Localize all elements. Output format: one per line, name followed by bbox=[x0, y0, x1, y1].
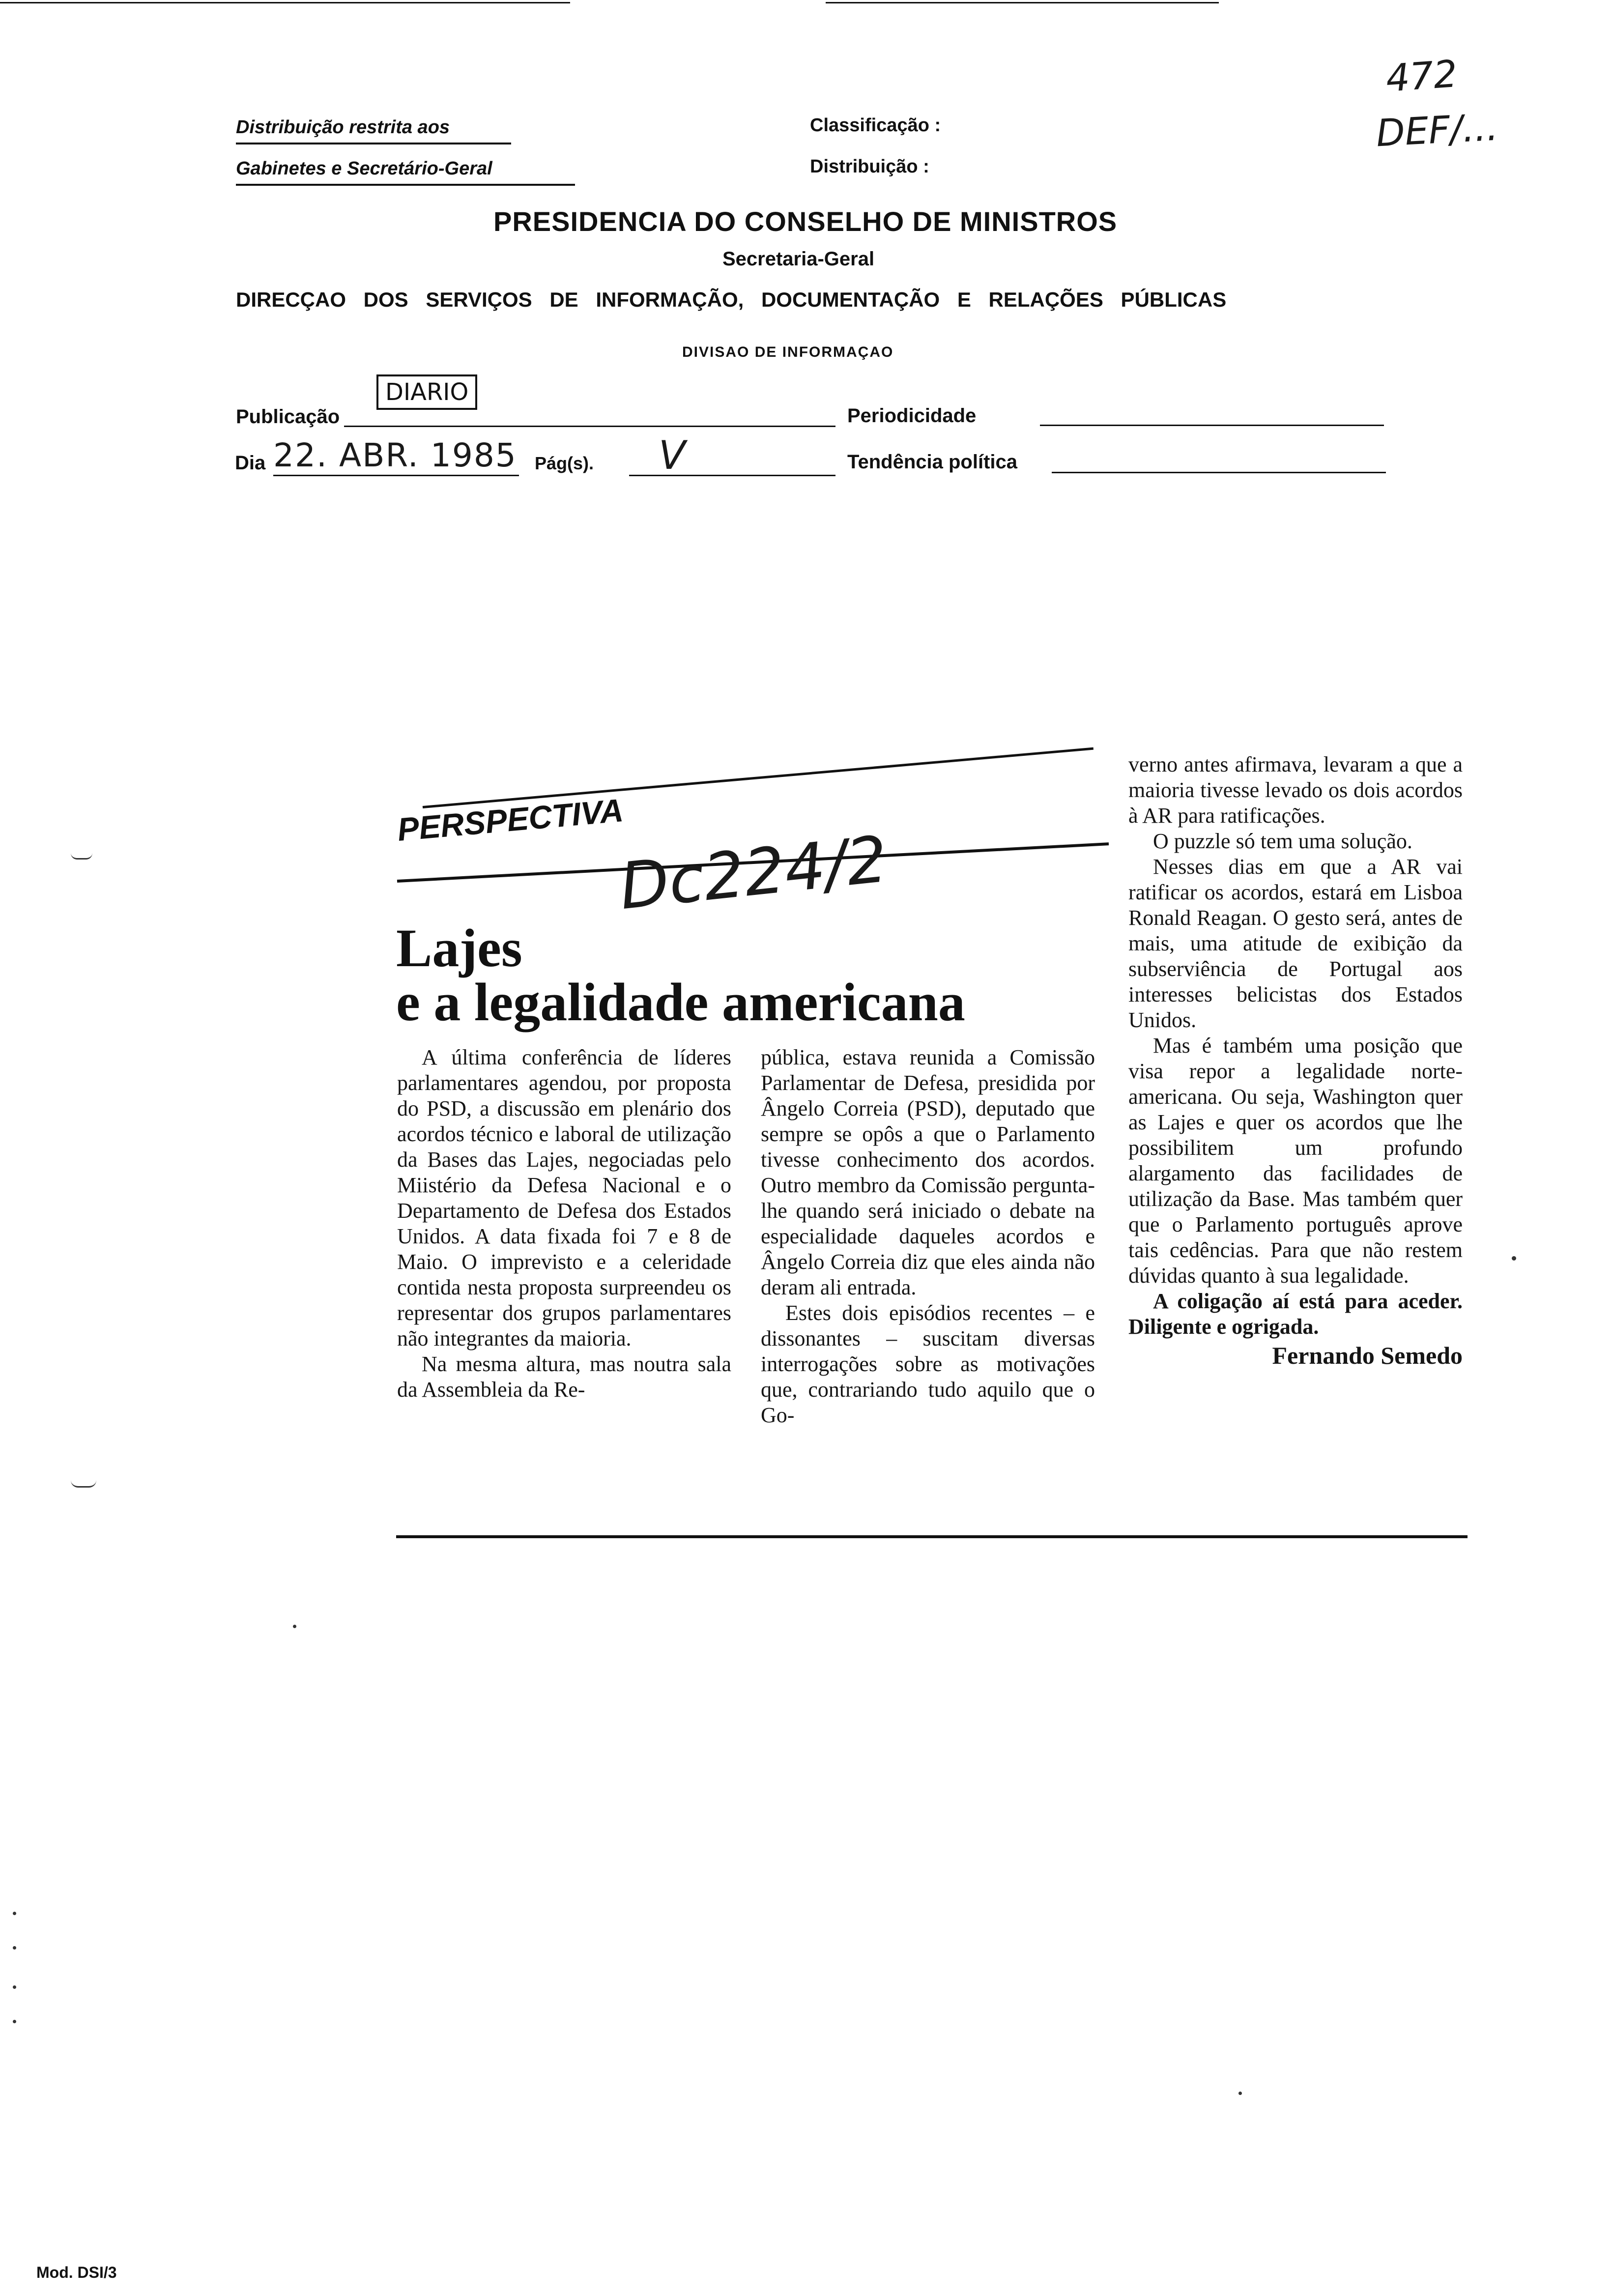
pages-line bbox=[629, 475, 835, 476]
publication-stamp: DIARIO bbox=[376, 374, 477, 410]
political-line bbox=[1052, 472, 1386, 473]
handwritten-article-ref: Dc224/2 bbox=[616, 821, 891, 924]
handwritten-ref-top: 472 bbox=[1384, 52, 1459, 100]
classification-label: Classificação : bbox=[810, 115, 941, 136]
publication-line bbox=[344, 426, 835, 427]
speck bbox=[13, 1946, 16, 1950]
article-bottom-rule bbox=[396, 1535, 1468, 1538]
top-edge-line-2 bbox=[826, 2, 1219, 3]
article-paragraph: Mas é também uma posição que visa repor a legalidade norte-americana. Ou seja, Washington quer as Lajes e quer os acordos que lhe possibilitem um profundo alargamento das facilidades de utilização da Base. Mas também quer que o Parlamento português aprove tais cedências. Para que não restem dúvidas quanto à sua legalidade. bbox=[1128, 1033, 1463, 1288]
speck bbox=[13, 2020, 16, 2023]
day-label: Dia bbox=[235, 452, 266, 474]
headline-line-2: e a legalidade americana bbox=[396, 972, 965, 1032]
article-column-1 bbox=[397, 1045, 731, 1403]
margin-mark bbox=[71, 853, 92, 860]
article-author: Fernando Semedo bbox=[1272, 1342, 1463, 1369]
day-line bbox=[273, 475, 519, 476]
article-paragraph: O puzzle só tem uma solução. bbox=[1153, 829, 1412, 853]
kicker-upper-rule bbox=[423, 747, 1094, 808]
pages-value: V bbox=[659, 432, 686, 478]
org-subtitle: Secretaria-Geral bbox=[722, 248, 875, 270]
article-paragraph: pública, estava reunida a Comissão Parlamentar de Defesa, presidida por Ângelo Correia (PSD), deputado que sempre se opôs a que o Parlamento tivesse conhecimento dos acordos. Outro membro da Comissão pergunta-lhe quando será iniciado o debate na especialidade daqueles acordos e Ângelo Correia diz que eles ainda não deram ali entrada. bbox=[761, 1045, 1095, 1299]
article-column-3 bbox=[1128, 752, 1463, 1371]
article-closing: A coligação aí está para aceder. Diligente e ogrigada. bbox=[1128, 1289, 1463, 1339]
speck bbox=[13, 1912, 16, 1915]
restricted-underline-2 bbox=[236, 184, 575, 186]
article-paragraph: Estes dois episódios recentes – e dissonantes – suscitam diversas interrogações sobre as motivações que, contrariando tudo aquilo que o Go- bbox=[761, 1301, 1095, 1427]
speck bbox=[13, 1985, 16, 1989]
political-label: Tendência política bbox=[847, 451, 1017, 473]
model-code: Mod. DSI/3 bbox=[36, 2264, 117, 2281]
article-paragraph: verno antes afirmava, levaram a que a maioria tivesse levado os dois acordos à AR para ratificações. bbox=[1128, 752, 1463, 828]
periodicity-label: Periodicidade bbox=[847, 405, 977, 427]
top-edge-line bbox=[0, 2, 570, 3]
article-column-2 bbox=[761, 1045, 1095, 1428]
division-line: DIVISAO DE INFORMAÇAO bbox=[682, 344, 894, 360]
handwritten-ref-second: DEF/... bbox=[1375, 105, 1499, 155]
pages-label: Pág(s). bbox=[535, 453, 594, 473]
speck bbox=[293, 1625, 296, 1628]
periodicity-line bbox=[1040, 425, 1384, 426]
org-title: PRESIDENCIA DO CONSELHO DE MINISTROS bbox=[493, 206, 1118, 237]
restricted-line-1: Distribuição restrita aos bbox=[236, 117, 450, 138]
direction-line: DIRECÇAO DOS SERVIÇOS DE INFORMAÇÃO, DOCUMENTAÇÃO E RELAÇÕES PÚBLICAS bbox=[236, 288, 1227, 311]
speck bbox=[1238, 2092, 1242, 2095]
publication-label: Publicação bbox=[236, 406, 340, 428]
article-paragraph: A última conferência de líderes parlamentares agendou, por proposta do PSD, a discussão em plenário dos acordos técnico e laboral de utilização da Bases das Lajes, negociadas pelo Miistério da Defesa Nacional e o Departamento de Defesa dos Estados Unidos. A data fixada foi 7 e 8 de Maio. O imprevisto e a celeridade contida nesta proposta surpreendeu os representar dos grupos parlamentares não integrantes da maioria. bbox=[397, 1045, 731, 1350]
restricted-line-2: Gabinetes e Secretário-Geral bbox=[236, 158, 492, 179]
distribution-label: Distribuição : bbox=[810, 156, 929, 177]
article-paragraph: Na mesma altura, mas noutra sala da Assembleia da Re- bbox=[397, 1352, 731, 1402]
article-kicker: PERSPECTIVA bbox=[396, 792, 625, 848]
speck bbox=[1512, 1256, 1516, 1261]
day-stamp: 22. ABR. 1985 bbox=[273, 436, 517, 474]
margin-mark bbox=[71, 1480, 96, 1488]
article-paragraph: Nesses dias em que a AR vai ratificar os acordos, estará em Lisboa Ronald Reagan. O gesto será, antes de mais, uma atitude de exibição da subserviência de Portugal aos interesses belicistas dos Estados Unidos. bbox=[1128, 855, 1463, 1032]
restricted-underline-1 bbox=[236, 143, 511, 144]
headline-line-1: Lajes bbox=[396, 918, 522, 978]
